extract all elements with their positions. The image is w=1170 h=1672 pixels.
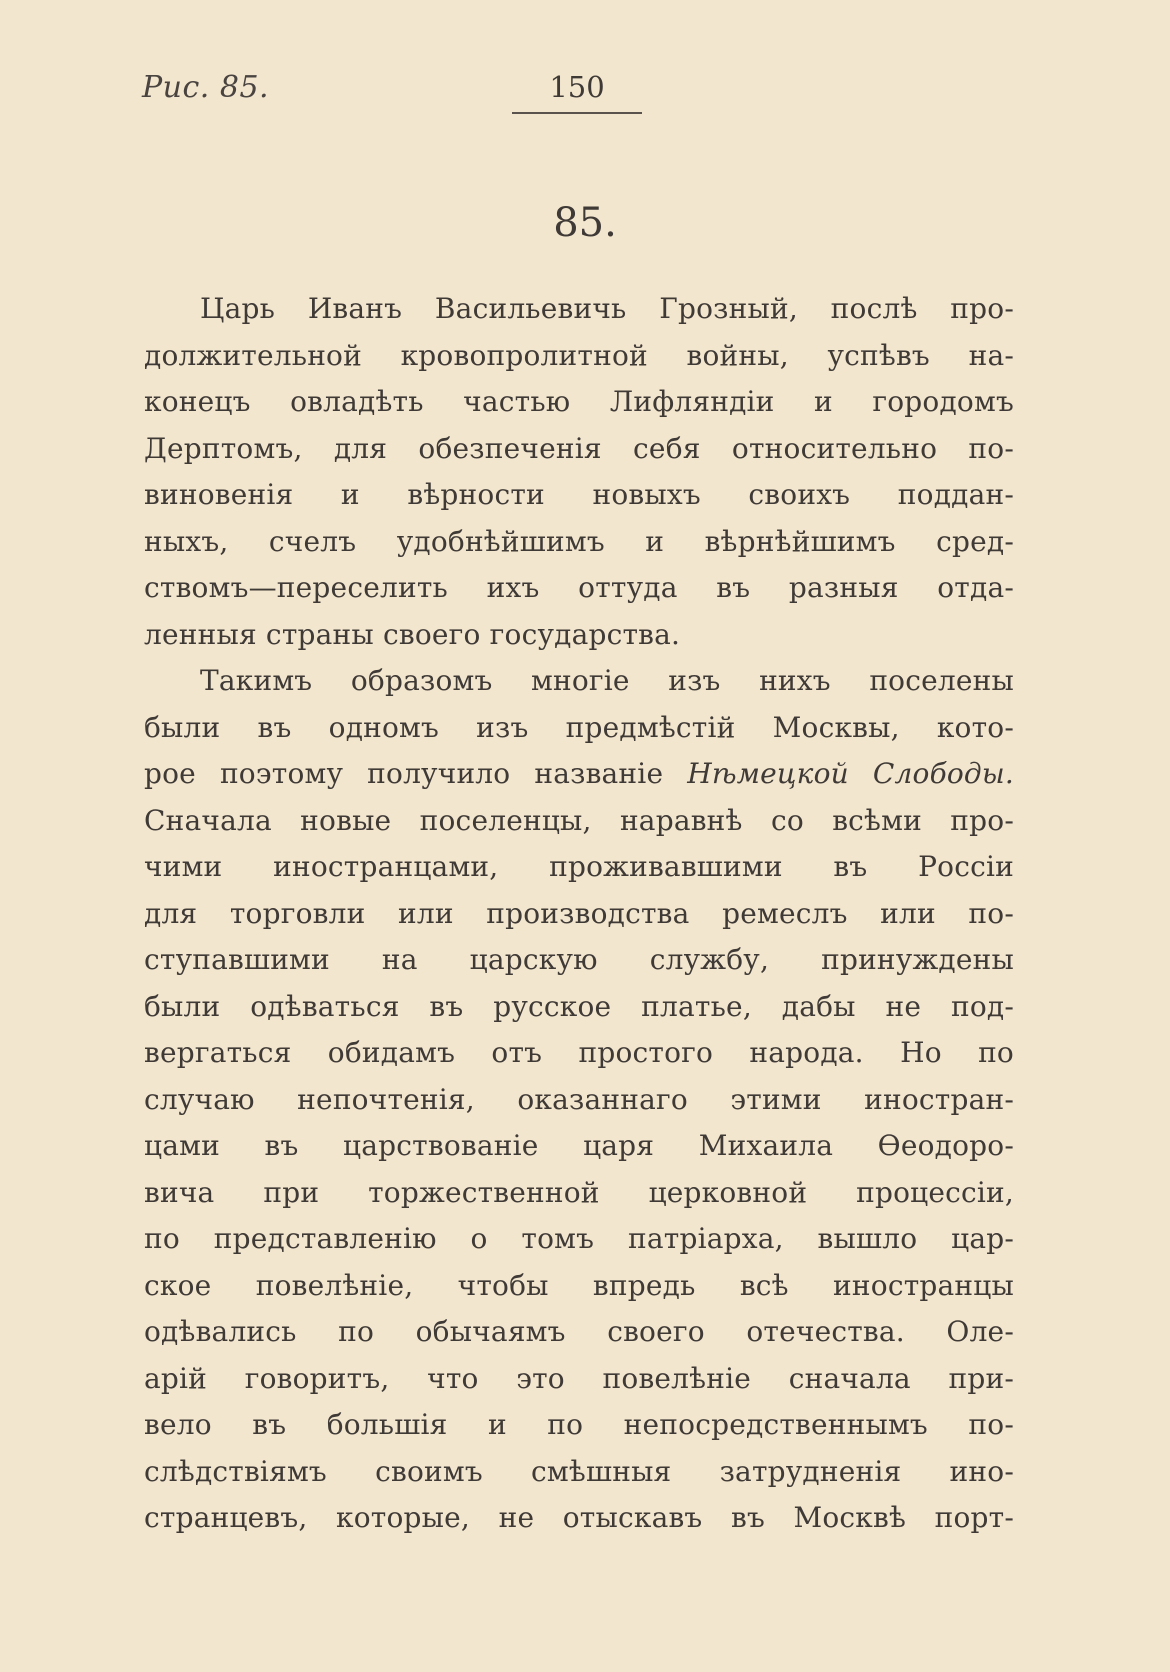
section-number: 85. — [553, 200, 617, 246]
text-line: Дерптомъ, для обезпеченія себя относительно по- — [144, 431, 1014, 465]
body-text — [144, 286, 1014, 1542]
text-line: должительной кровопролитной войны, успѣвъ на- — [144, 338, 1014, 372]
text-line: Сначала новые поселенцы, наравнѣ со всѣми про- — [144, 803, 1014, 837]
text-line: Такимъ образомъ многіе изъ нихъ поселены — [200, 664, 1014, 697]
text-line: вича при торжественной церковной процессіи, — [144, 1175, 1014, 1209]
text-line: по представленію о томъ патріарха, вышло цар- — [144, 1222, 1014, 1255]
text-line: ступавшими на царскую службу, принуждены — [144, 943, 1014, 976]
text-line-with-italic — [144, 751, 1014, 798]
text-line: были одѣваться въ русское платье, дабы не под- — [144, 989, 1014, 1023]
text-line: странцевъ, которые, не отыскавъ въ Москвѣ порт- — [144, 1501, 1014, 1534]
figure-reference: Рис. 85. — [142, 70, 270, 105]
text-line: вело въ большія и по непосредственнымъ по- — [144, 1408, 1014, 1441]
italic-phrase: Нѣмецкой Слободы. — [687, 757, 1014, 790]
text-line: были въ одномъ изъ предмѣстій Москвы, кото- — [144, 710, 1014, 744]
text-line: арій говоритъ, что это повелѣніе сначала при- — [144, 1361, 1014, 1395]
text-line: случаю непочтенія, оказаннаго этими иностран- — [144, 1082, 1014, 1116]
text-segment: рое поэтому получило названіе — [144, 757, 688, 790]
text-line: ныхъ, счелъ удобнѣйшимъ и вѣрнѣйшимъ сред- — [144, 524, 1014, 558]
text-line: цами въ царствованіе царя Михаила Ѳеодоро- — [144, 1129, 1014, 1162]
text-line: вергаться обидамъ отъ простого народа. Но по — [144, 1036, 1014, 1069]
running-head — [0, 62, 1170, 122]
text-line: одѣвались по обычаямъ своего отечества. Оле- — [144, 1315, 1014, 1348]
text-line: ствомъ—переселить ихъ оттуда въ разныя отда- — [144, 571, 1014, 604]
page-number: 150 — [549, 70, 605, 104]
text-line: чими иностранцами, проживавшими въ Россіи — [144, 850, 1014, 883]
text-line: слѣдствіямъ своимъ смѣшныя затрудненія ино- — [144, 1454, 1014, 1488]
text-line: ское повелѣніе, чтобы впредь всѣ иностранцы — [144, 1268, 1014, 1302]
text-line: для торговли или производства ремеслъ или по- — [144, 896, 1014, 930]
page-number-rule — [512, 112, 642, 114]
text-line: ленныя страны своего государства. — [144, 617, 681, 651]
text-line: Царь Иванъ Васильевичь Грозный, послѣ про- — [200, 292, 1014, 325]
text-line: виновенія и вѣрности новыхъ своихъ поддан- — [144, 478, 1014, 511]
text-line: конецъ овладѣть частью Лифляндіи и городомъ — [144, 385, 1014, 418]
